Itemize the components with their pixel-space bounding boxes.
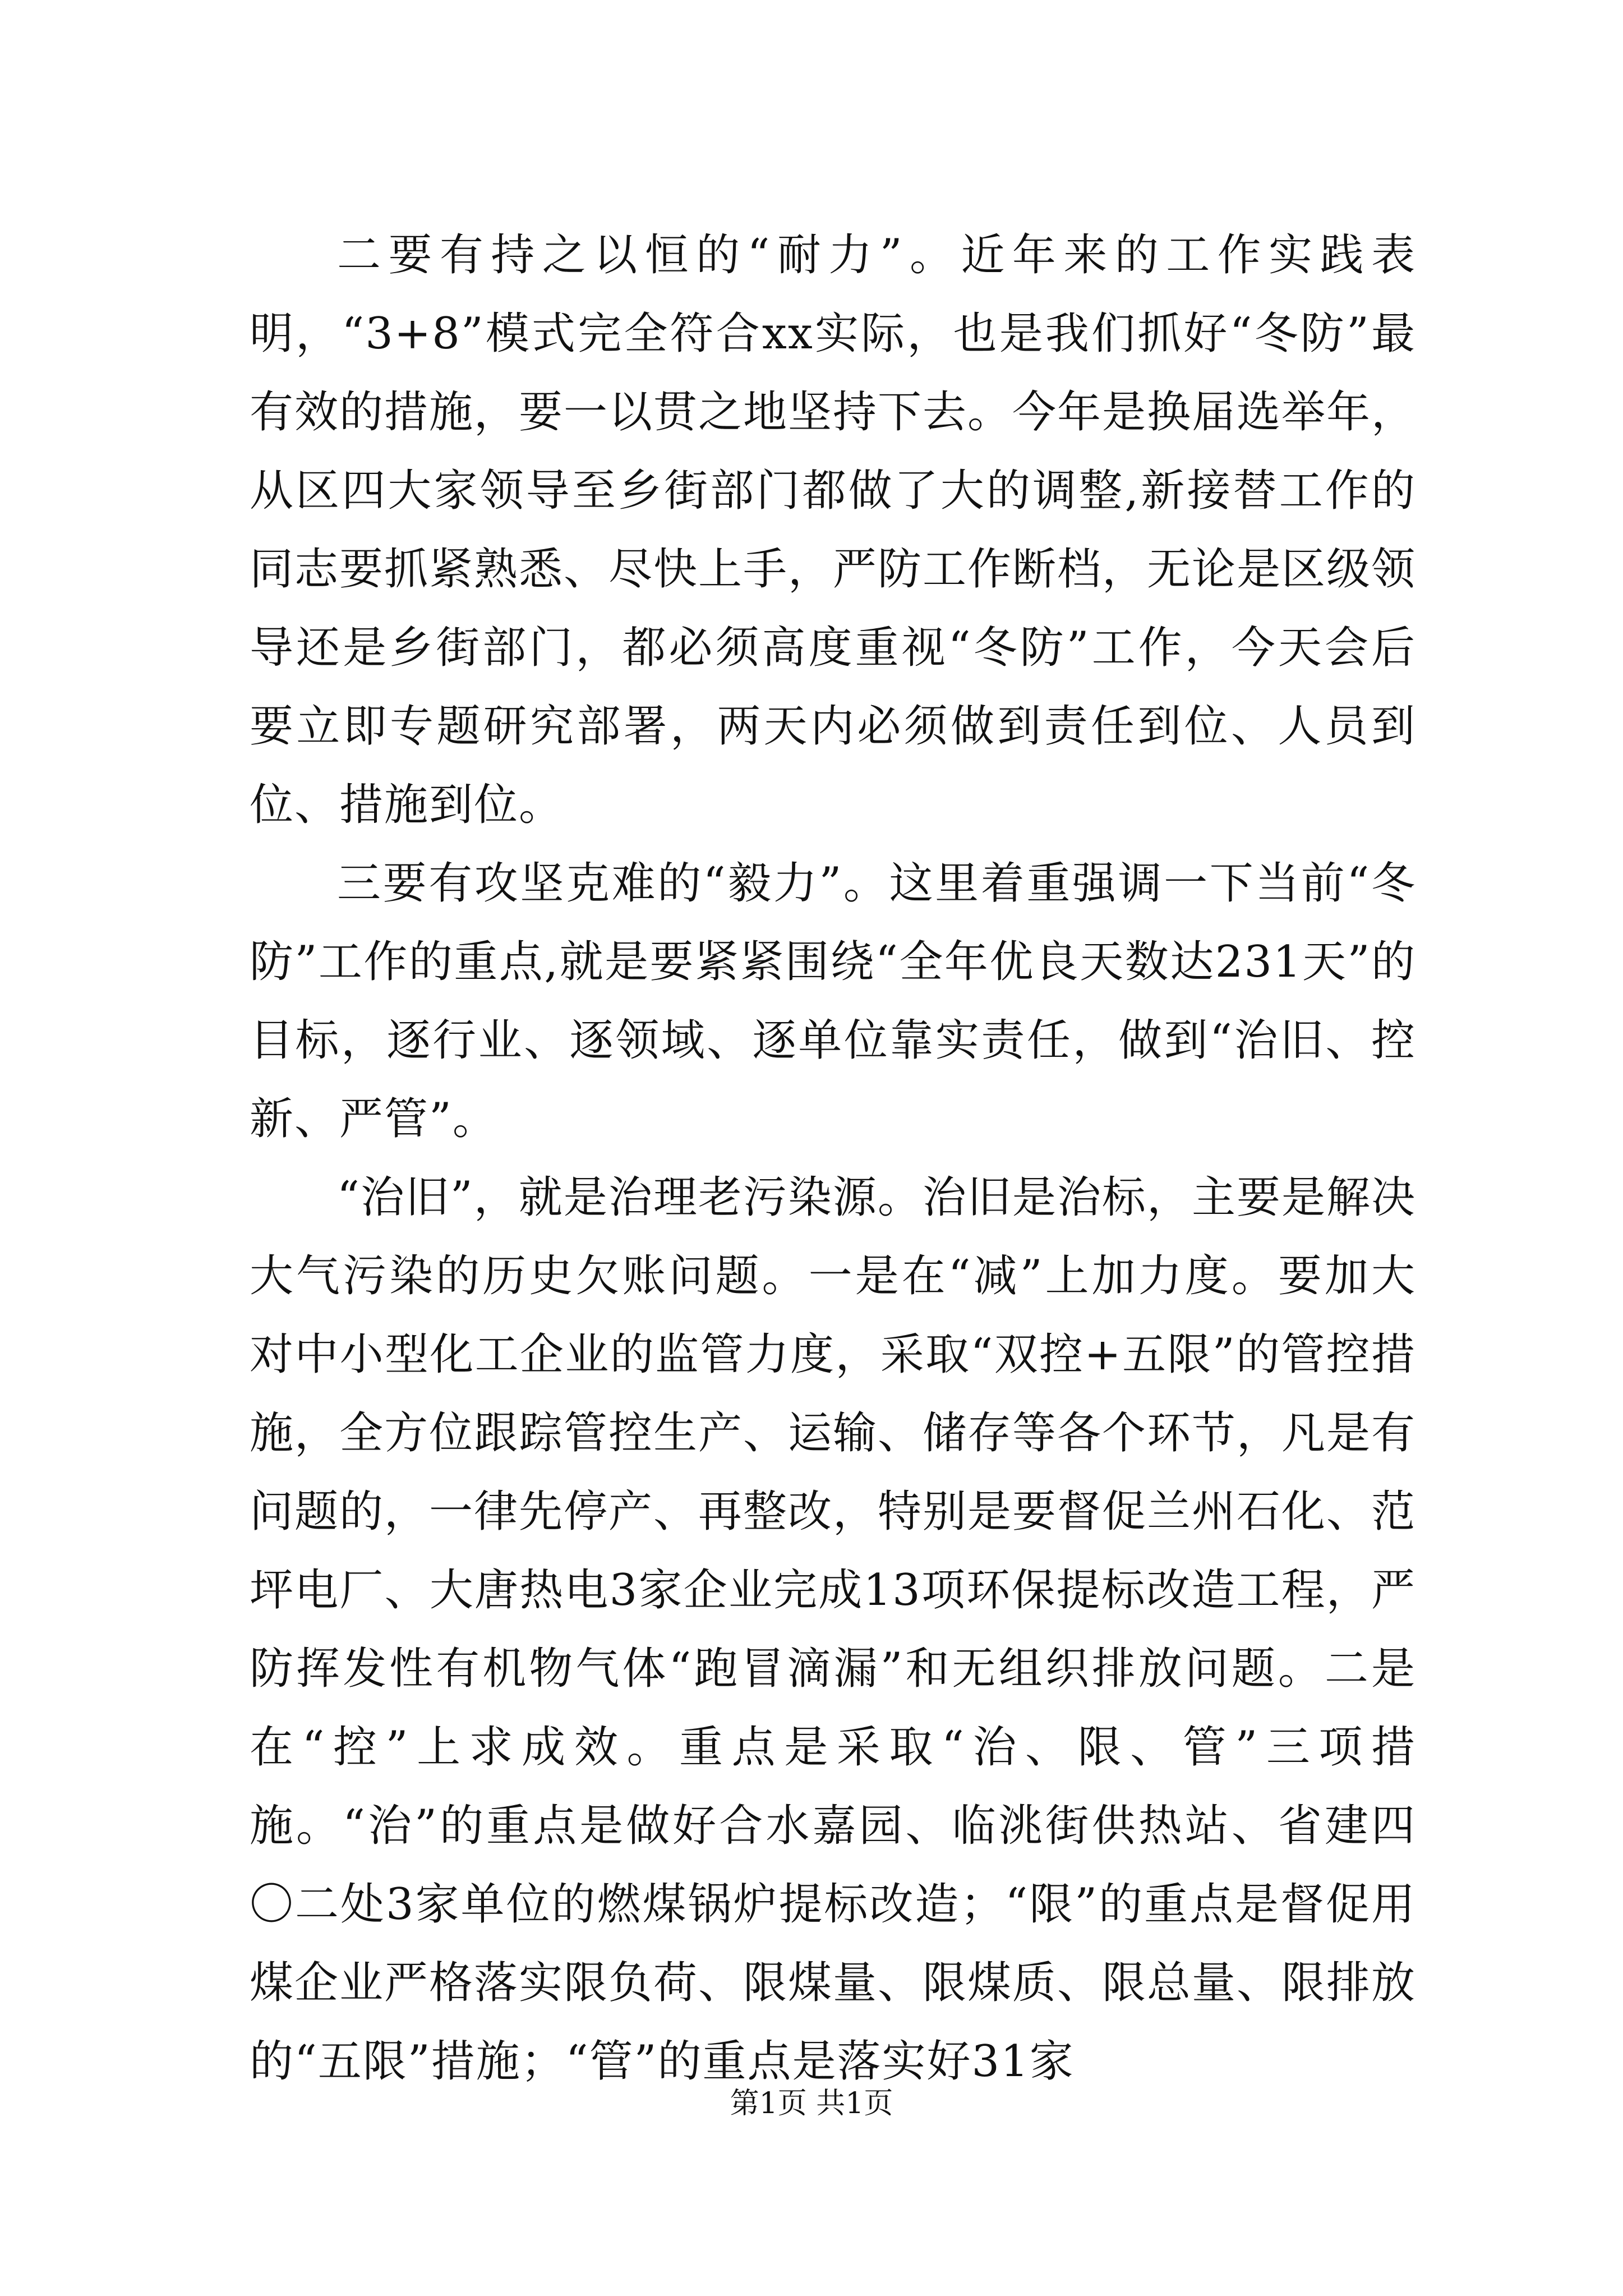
paragraph-endurance: 二要有持之以恒的“耐力”。近年来的工作实践表明，“3+8”模式完全符合xx实际，也是我们抓好“冬防”最有效的措施，要一以贯之地坚持下去。今年是换届选举年，从区四大家领导至乡街部门都做了大的调整,新接替工作的同志要抓紧熟悉、尽快上手，严防工作断档，无论是区级领导还是乡街部门，都必须高度重视“冬防”工作，今天会后要立即专题研究部署，两天内必须做到责任到位、人员到位、措施到位。 bbox=[250, 230, 1417, 830]
paragraph-perseverance: 三要有攻坚克难的“毅力”。这里着重强调一下当前“冬防”工作的重点,就是要紧紧围绕“全年优良天数达231天”的目标，逐行业、逐领域、逐单位靠实责任，做到“治旧、控新、严管”。 bbox=[250, 858, 1416, 1144]
paragraph-governance-old-sources: “治旧”，就是治理老污染源。治旧是治标，主要是解决大气污染的历史欠账问题。一是在“减”上加力度。要加大对中小型化工企业的监管力度，采取“双控+五限”的管控措施，全方位跟踪管控生产、运输、储存等各个环节，凡是有问题的，一律先停产、再整改，特别是要督促兰州石化、范坪电厂、大唐热电3家企业完成13项环保提标改造工程，严防挥发性有机物气体“跑冒滴漏”和无组织排放问题。二是在“控”上求成效。重点是采取“治、限、管”三项措施。“治”的重点是做好合水嘉园、临洮街供热站、省建四〇二处3家单位的燃煤锅炉提标改造；“限”的重点是督促用煤企业严格落实限负荷、限煤量、限煤质、限总量、限排放的“五限”措施；“管”的重点是落实好31家 bbox=[250, 1172, 1417, 2087]
page-number-footer: 第1页 共1页 bbox=[730, 2087, 893, 2120]
document-body bbox=[250, 216, 1416, 2101]
